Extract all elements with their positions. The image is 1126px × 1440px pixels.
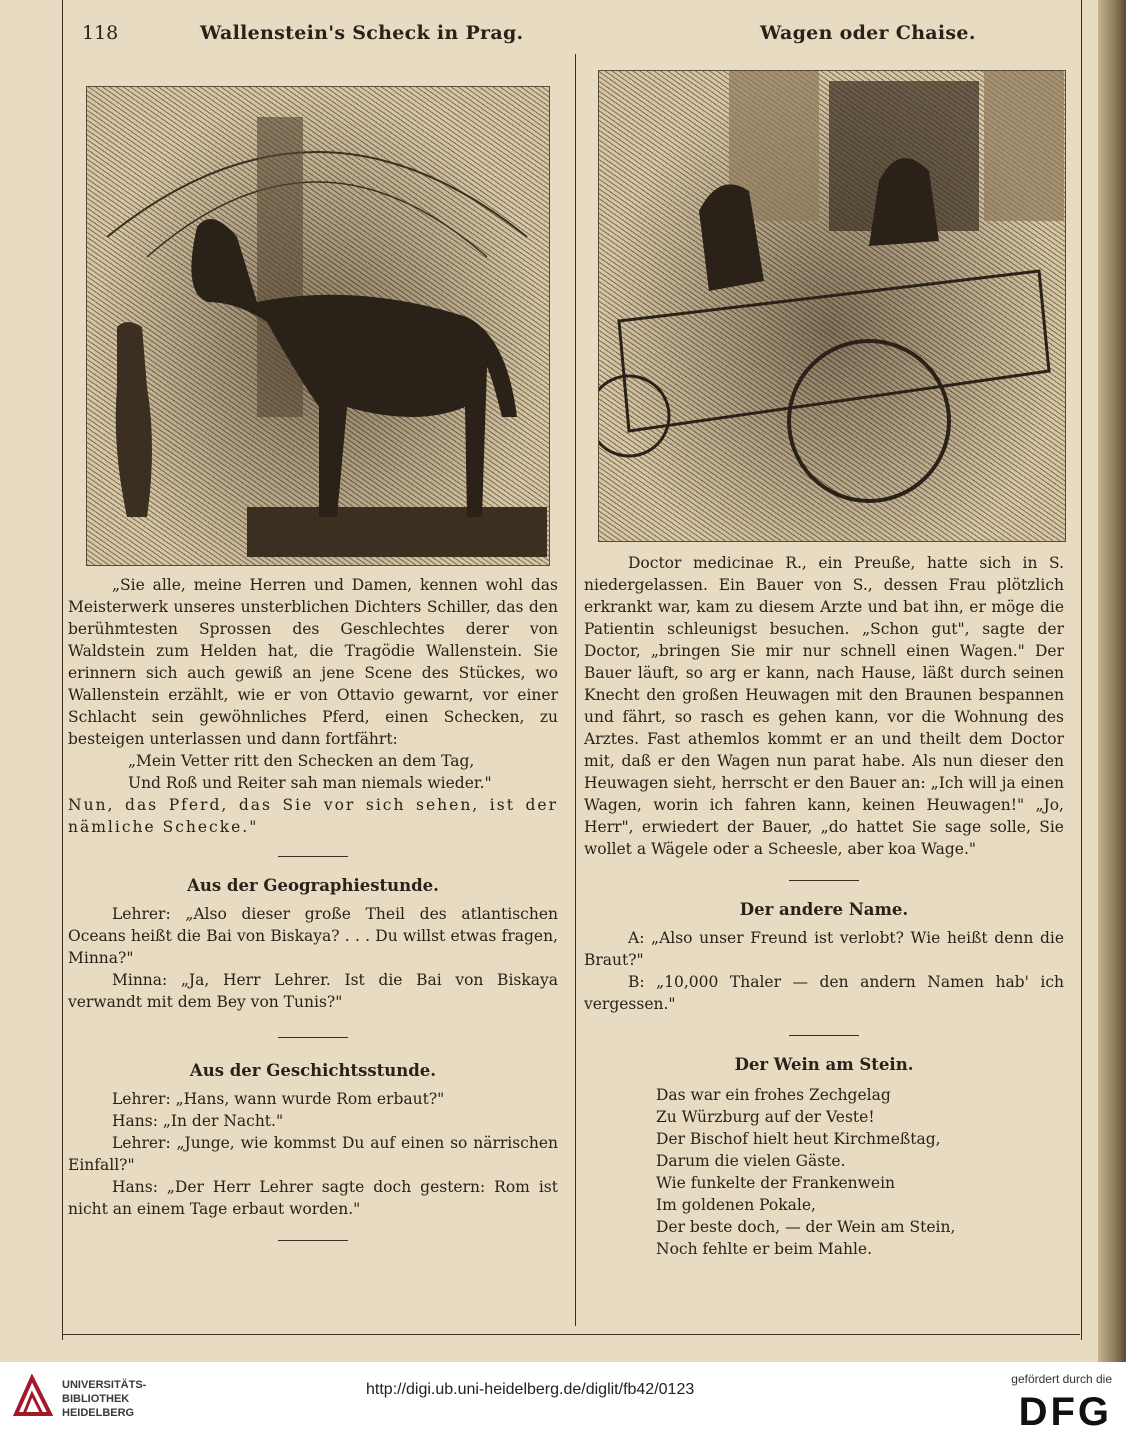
- library-seal-icon: [12, 1374, 54, 1420]
- wine-heading: Der Wein am Stein.: [734, 1055, 914, 1074]
- left-running-header: Wallenstein's Scheck in Prag.: [200, 22, 524, 44]
- book-edge: [1098, 0, 1126, 1362]
- source-url-link[interactable]: http://digi.ub.uni-heidelberg.de/diglit/fb42/0123: [366, 1381, 695, 1398]
- horse-verse-line: „Mein Vetter ritt den Schecken an dem Tag,: [128, 752, 475, 770]
- library-name-line: UNIVERSITÄTS-: [62, 1379, 147, 1391]
- poem-line: Das war ein frohes Zechgelag: [656, 1086, 891, 1104]
- geography-heading: Aus der Geographiestunde.: [187, 876, 439, 895]
- horse-illustration: [86, 86, 550, 566]
- other-name-heading: Der andere Name.: [739, 900, 909, 919]
- wagon-illustration: [598, 70, 1066, 542]
- bottom-rule: [62, 1334, 1080, 1335]
- right-running-header: Wagen oder Chaise.: [760, 22, 976, 44]
- poem-line: Darum die vielen Gäste.: [656, 1152, 846, 1170]
- poem-line: Der Bischof hielt heut Kirchmeßtag,: [656, 1130, 941, 1148]
- left-column: [68, 574, 558, 1241]
- library-name-line: HEIDELBERG: [62, 1407, 135, 1419]
- horse-story-paragraph: „Sie alle, meine Herren und Damen, kennen wohl das Meisterwerk unseres unsterblichen Dichters Schiller, das den berühmtesten Sprossen des Geschlechtes derer von Waldstein zum Helden hat, die Tragödie Wallenstein. Sie erinnern sich auch gewiß an jene Scene des Stückes, wo Wallenstein erzählt, wie er von Ottavio gewarnt, vor einer Schlacht sein gewöhnliches Pferd, einen Schecken, zu besteigen unterlassen und dann fortfährt:: [68, 576, 558, 748]
- page-number: 118: [82, 22, 119, 44]
- history-paragraph: Lehrer: „Hans, wann wurde Rom erbaut?": [112, 1090, 445, 1108]
- library-name-line: BIBLIOTHEK: [62, 1393, 130, 1405]
- other-name-paragraph: A: „Also unser Freund ist verlobt? Wie heißt denn die Braut?": [584, 929, 1064, 969]
- history-heading: Aus der Geschichtsstunde.: [189, 1061, 437, 1080]
- separator: [278, 1240, 348, 1241]
- history-paragraph: Hans: „Der Herr Lehrer sagte doch gestern: Rom ist nicht an einem Tage erbaut worden.": [68, 1178, 558, 1218]
- dfg-logo[interactable]: DFG: [1018, 1390, 1112, 1434]
- wagon-story-paragraph: Doctor medicinae R., ein Preuße, hatte sich in S. niedergelassen. Ein Bauer von S., dessen Frau plötzlich erkrankt war, kam zu diesem Arzte und bat ihn, er möge die Patientin schleunigst besuchen. „Schon gut", sagte der Doctor, „bringen Sie mir nur schnell einen Wagen." Der Bauer läuft, so arg er kann, nach Hause, läßt durch seinen Knecht den großen Heuwagen mit den Braunen bespannen und fährt, so rasch es gehen kann, vor die Wohnung des Arztes. Fast athemlos kommt er an und theilt dem Doctor mit, daß er den Wagen nun parat habe. Als nun dieser den Heuwagen sieht, herrscht er den Bauer an: „Ich will ja einen Wagen, worin ich fahren kann, keinen Heuwagen!" „Jo, Herr", erwiedert der Bauer, „do hattet Sie sage solle, Sie wollet a Wägele oder a Scheesle, aber koa Wage.": [584, 554, 1064, 858]
- funding-caption: gefördert durch die: [1011, 1372, 1112, 1386]
- geography-paragraph: Lehrer: „Also dieser große Theil des atlantischen Oceans heißt die Bai von Biskaya? . . . Du willst etwas fragen, Minna?": [68, 905, 558, 967]
- right-column: [584, 552, 1064, 1260]
- poem-line: Im goldenen Pokale,: [656, 1196, 816, 1214]
- column-divider: [575, 54, 576, 1326]
- history-paragraph: Lehrer: „Junge, wie kommst Du auf einen so närrischen Einfall?": [68, 1134, 558, 1174]
- library-logo[interactable]: [12, 1374, 202, 1428]
- horse-story-ending: Nun, das Pferd, das Sie vor sich sehen, ist der nämliche Schecke.": [68, 796, 558, 836]
- geography-paragraph: Minna: „Ja, Herr Lehrer. Ist die Bai von Biskaya verwandt mit dem Bey von Tunis?": [68, 971, 558, 1011]
- history-paragraph: Hans: „In der Nacht.": [112, 1112, 284, 1130]
- horse-verse-line: Und Roß und Reiter sah man niemals wieder.": [128, 774, 492, 792]
- poem-line: Noch fehlte er beim Mahle.: [656, 1240, 873, 1258]
- poem-line: Wie funkelte der Frankenwein: [656, 1174, 896, 1192]
- other-name-paragraph: B: „10,000 Thaler — den andern Namen hab' ich vergessen.": [584, 973, 1064, 1013]
- poem-line: Zu Würzburg auf der Veste!: [656, 1108, 875, 1126]
- poem-line: Der beste doch, — der Wein am Stein,: [656, 1218, 956, 1236]
